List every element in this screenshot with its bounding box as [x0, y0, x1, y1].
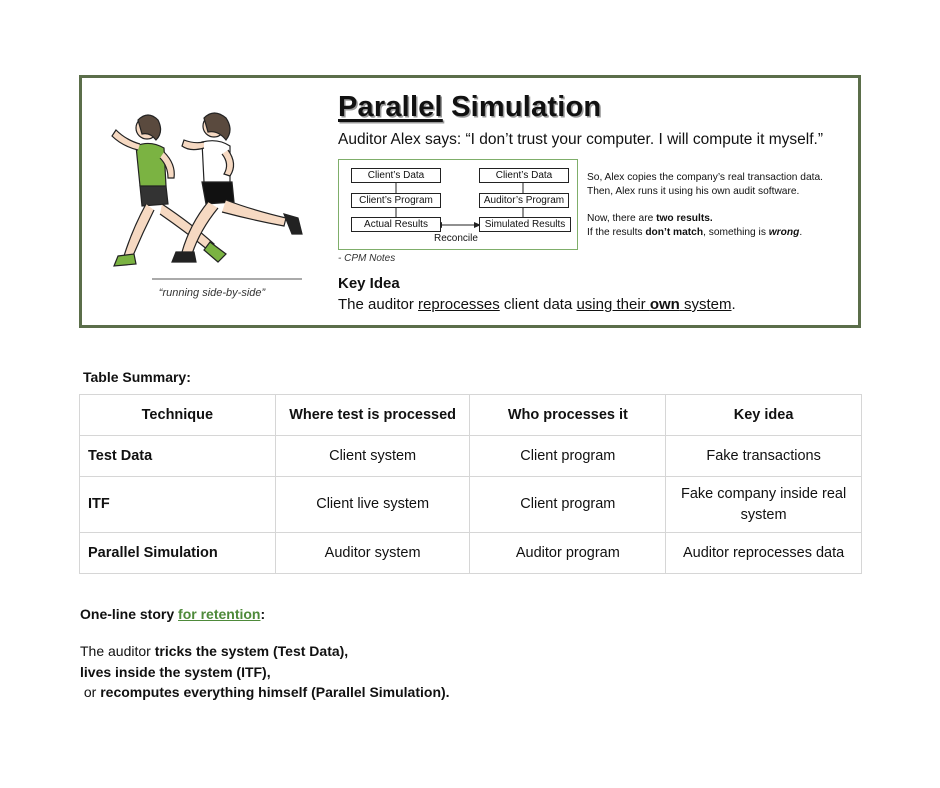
cell-key-idea: Fake company inside real system: [666, 477, 862, 533]
cell-where: Auditor system: [275, 533, 470, 574]
parallel-simulation-diagram: [338, 159, 578, 250]
diagram-left-actual-results: Actual Results: [351, 217, 441, 232]
cell-where: Client live system: [275, 477, 470, 533]
summary-table: [79, 394, 862, 574]
title-parallel: Parallel: [338, 91, 443, 123]
diagram-right-simulated-results: Simulated Results: [479, 217, 571, 232]
cell-who: Client program: [470, 436, 666, 477]
title-simulation: Simulation: [451, 91, 602, 123]
diagram-reconcile-label: Reconcile: [434, 233, 478, 244]
runners-illustration: [102, 106, 322, 286]
diagram-right-client-data: Client’s Data: [479, 168, 569, 183]
table-row: [80, 533, 862, 574]
cell-technique: Parallel Simulation: [80, 533, 276, 574]
story-line-2: lives inside the system (ITF),: [80, 663, 271, 680]
header-where-processed: Where test is processed: [275, 395, 470, 436]
table-row: [80, 477, 862, 533]
diagram-right-auditor-program: Auditor’s Program: [479, 193, 569, 208]
note-line-1: So, Alex copies the company’s real transaction data.: [587, 172, 823, 183]
header-key-idea: Key idea: [666, 395, 862, 436]
key-idea-text: The auditor reprocesses client data using their own system.: [338, 296, 736, 313]
story-line-3: or recomputes everything himself (Parallel Simulation).: [80, 684, 450, 700]
story-label: One-line story for retention:: [80, 606, 266, 622]
source-note: - CPM Notes: [338, 253, 396, 264]
story-line-1: The auditor tricks the system (Test Data),: [80, 643, 349, 659]
cell-technique: Test Data: [80, 436, 276, 477]
table-row: [80, 436, 862, 477]
note-line-3: Now, there are two results.: [587, 213, 713, 224]
header-technique: Technique: [80, 395, 276, 436]
note-line-4: If the results don’t match, something is wrong.: [587, 227, 803, 238]
story-notes: [587, 171, 823, 240]
table-header-row: [80, 395, 862, 436]
cell-key-idea: Fake transactions: [666, 436, 862, 477]
key-idea-heading: Key Idea: [338, 275, 400, 292]
table-summary-label: Table Summary:: [83, 369, 191, 385]
illustration-caption: “running side-by-side”: [158, 287, 266, 299]
auditor-quote: Auditor Alex says: “I don’t trust your computer. I will compute it myself.”: [338, 131, 823, 148]
cell-where: Client system: [275, 436, 470, 477]
cell-who: Auditor program: [470, 533, 666, 574]
note-line-2: Then, Alex runs it using his own audit software.: [587, 186, 800, 197]
diagram-left-client-program: Client’s Program: [351, 193, 441, 208]
retention-link[interactable]: for retention: [178, 606, 261, 622]
cell-technique: ITF: [80, 477, 276, 533]
page-title: [338, 91, 601, 124]
diagram-left-client-data: Client’s Data: [351, 168, 441, 183]
header-who-processes: Who processes it: [470, 395, 666, 436]
parallel-simulation-card: [79, 75, 861, 328]
one-line-story: [80, 641, 450, 703]
cell-key-idea: Auditor reprocesses data: [666, 533, 862, 574]
cell-who: Client program: [470, 477, 666, 533]
